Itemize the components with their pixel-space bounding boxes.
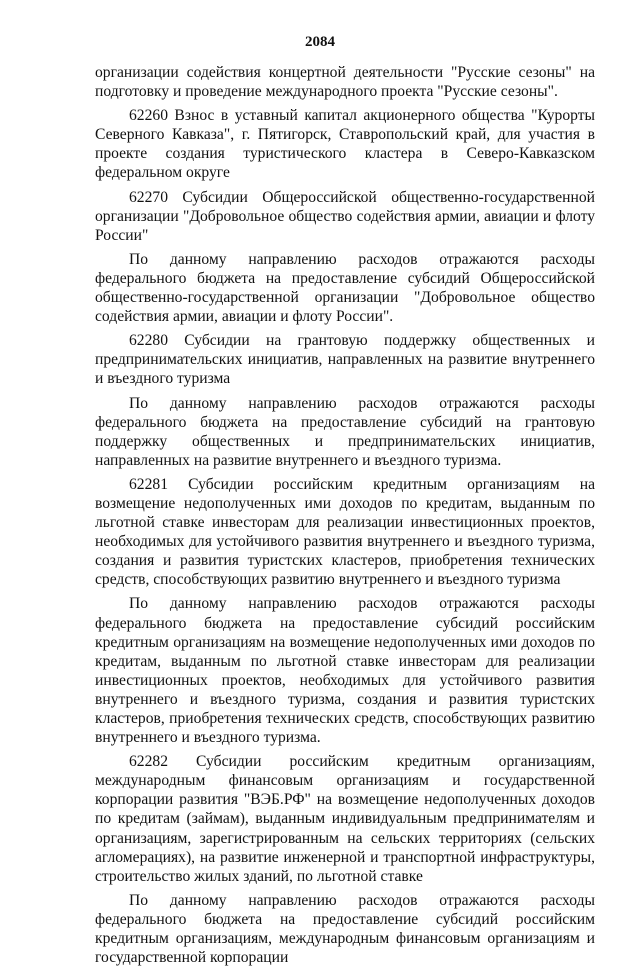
document-body xyxy=(95,63,595,972)
paragraph: организации содействия концертной деятельности "Русские сезоны" на подготовку и проведение международного проекта "Русские сезоны". xyxy=(95,64,595,101)
page-number: 2084 xyxy=(305,34,335,50)
paragraph: 62260 Взнос в уставный капитал акционерного общества "Курорты Северного Кавказа", г. Пятигорск, Ставропольский край, для участия в проекте создания туристического кластера в Северо-Кавказском федеральном округе xyxy=(95,107,595,182)
paragraph: По данному направлению расходов отражаются расходы федерального бюджета на предоставление субсидий российским кредитным организациям, международным финансовым организациям и государственной корпорации xyxy=(95,891,595,967)
paragraph: По данному направлению расходов отражаются расходы федерального бюджета на предоставление субсидий на грантовую поддержку общественных и предпринимательских инициатив, направленных на развитие внутреннего и въездного туризма. xyxy=(95,394,595,469)
paragraph: 62270 Субсидии Общероссийской общественно-государственной организации "Добровольное общество содействия армии, авиации и флоту России" xyxy=(95,188,595,244)
paragraph: 62282 Субсидии российским кредитным организациям, международным финансовым организациям и государственной корпорации развития "ВЭБ.РФ" на возмещение недополученных доходов по кредитам (займам), выданным индивидуальным предпринимателям и организациям, зарегистрированным на сельских территориях (сельских агломерациях), на развитие инженерной и транспортной инфраструктуры, строительство жилых зданий, по льготной ставке xyxy=(95,753,595,885)
paragraph: По данному направлению расходов отражаются расходы федерального бюджета на предоставление субсидий российским кредитным организациям на возмещение недополученных ими доходов по кредитам, выданным по льготной ставке инвесторам для реализации инвестиционных проектов, необходимых для устойчивого развития внутреннего и въездного туризма, создания и развития туристских кластеров, приобретения технических средств, способствующих развитию внутреннего и въездного туризма. xyxy=(95,595,595,747)
paragraph: 62280 Субсидии на грантовую поддержку общественных и предпринимательских инициатив, направленных на развитие внутреннего и въездного туризма xyxy=(95,332,595,388)
paragraph: 62281 Субсидии российским кредитным организациям на возмещение недополученных ими доходов по кредитам, выданным по льготной ставке инвесторам для реализации инвестиционных проектов, необходимых для устойчивого развития внутреннего и въездного туризма, создания и развития туристских кластеров, приобретения технических средств, способствующих развитию внутреннего и въездного туризма xyxy=(95,475,595,589)
paragraph: По данному направлению расходов отражаются расходы федерального бюджета на предоставление субсидий Общероссийской общественно-государственной организации "Добровольное общество содействия армии, авиации и флоту России". xyxy=(95,250,595,326)
